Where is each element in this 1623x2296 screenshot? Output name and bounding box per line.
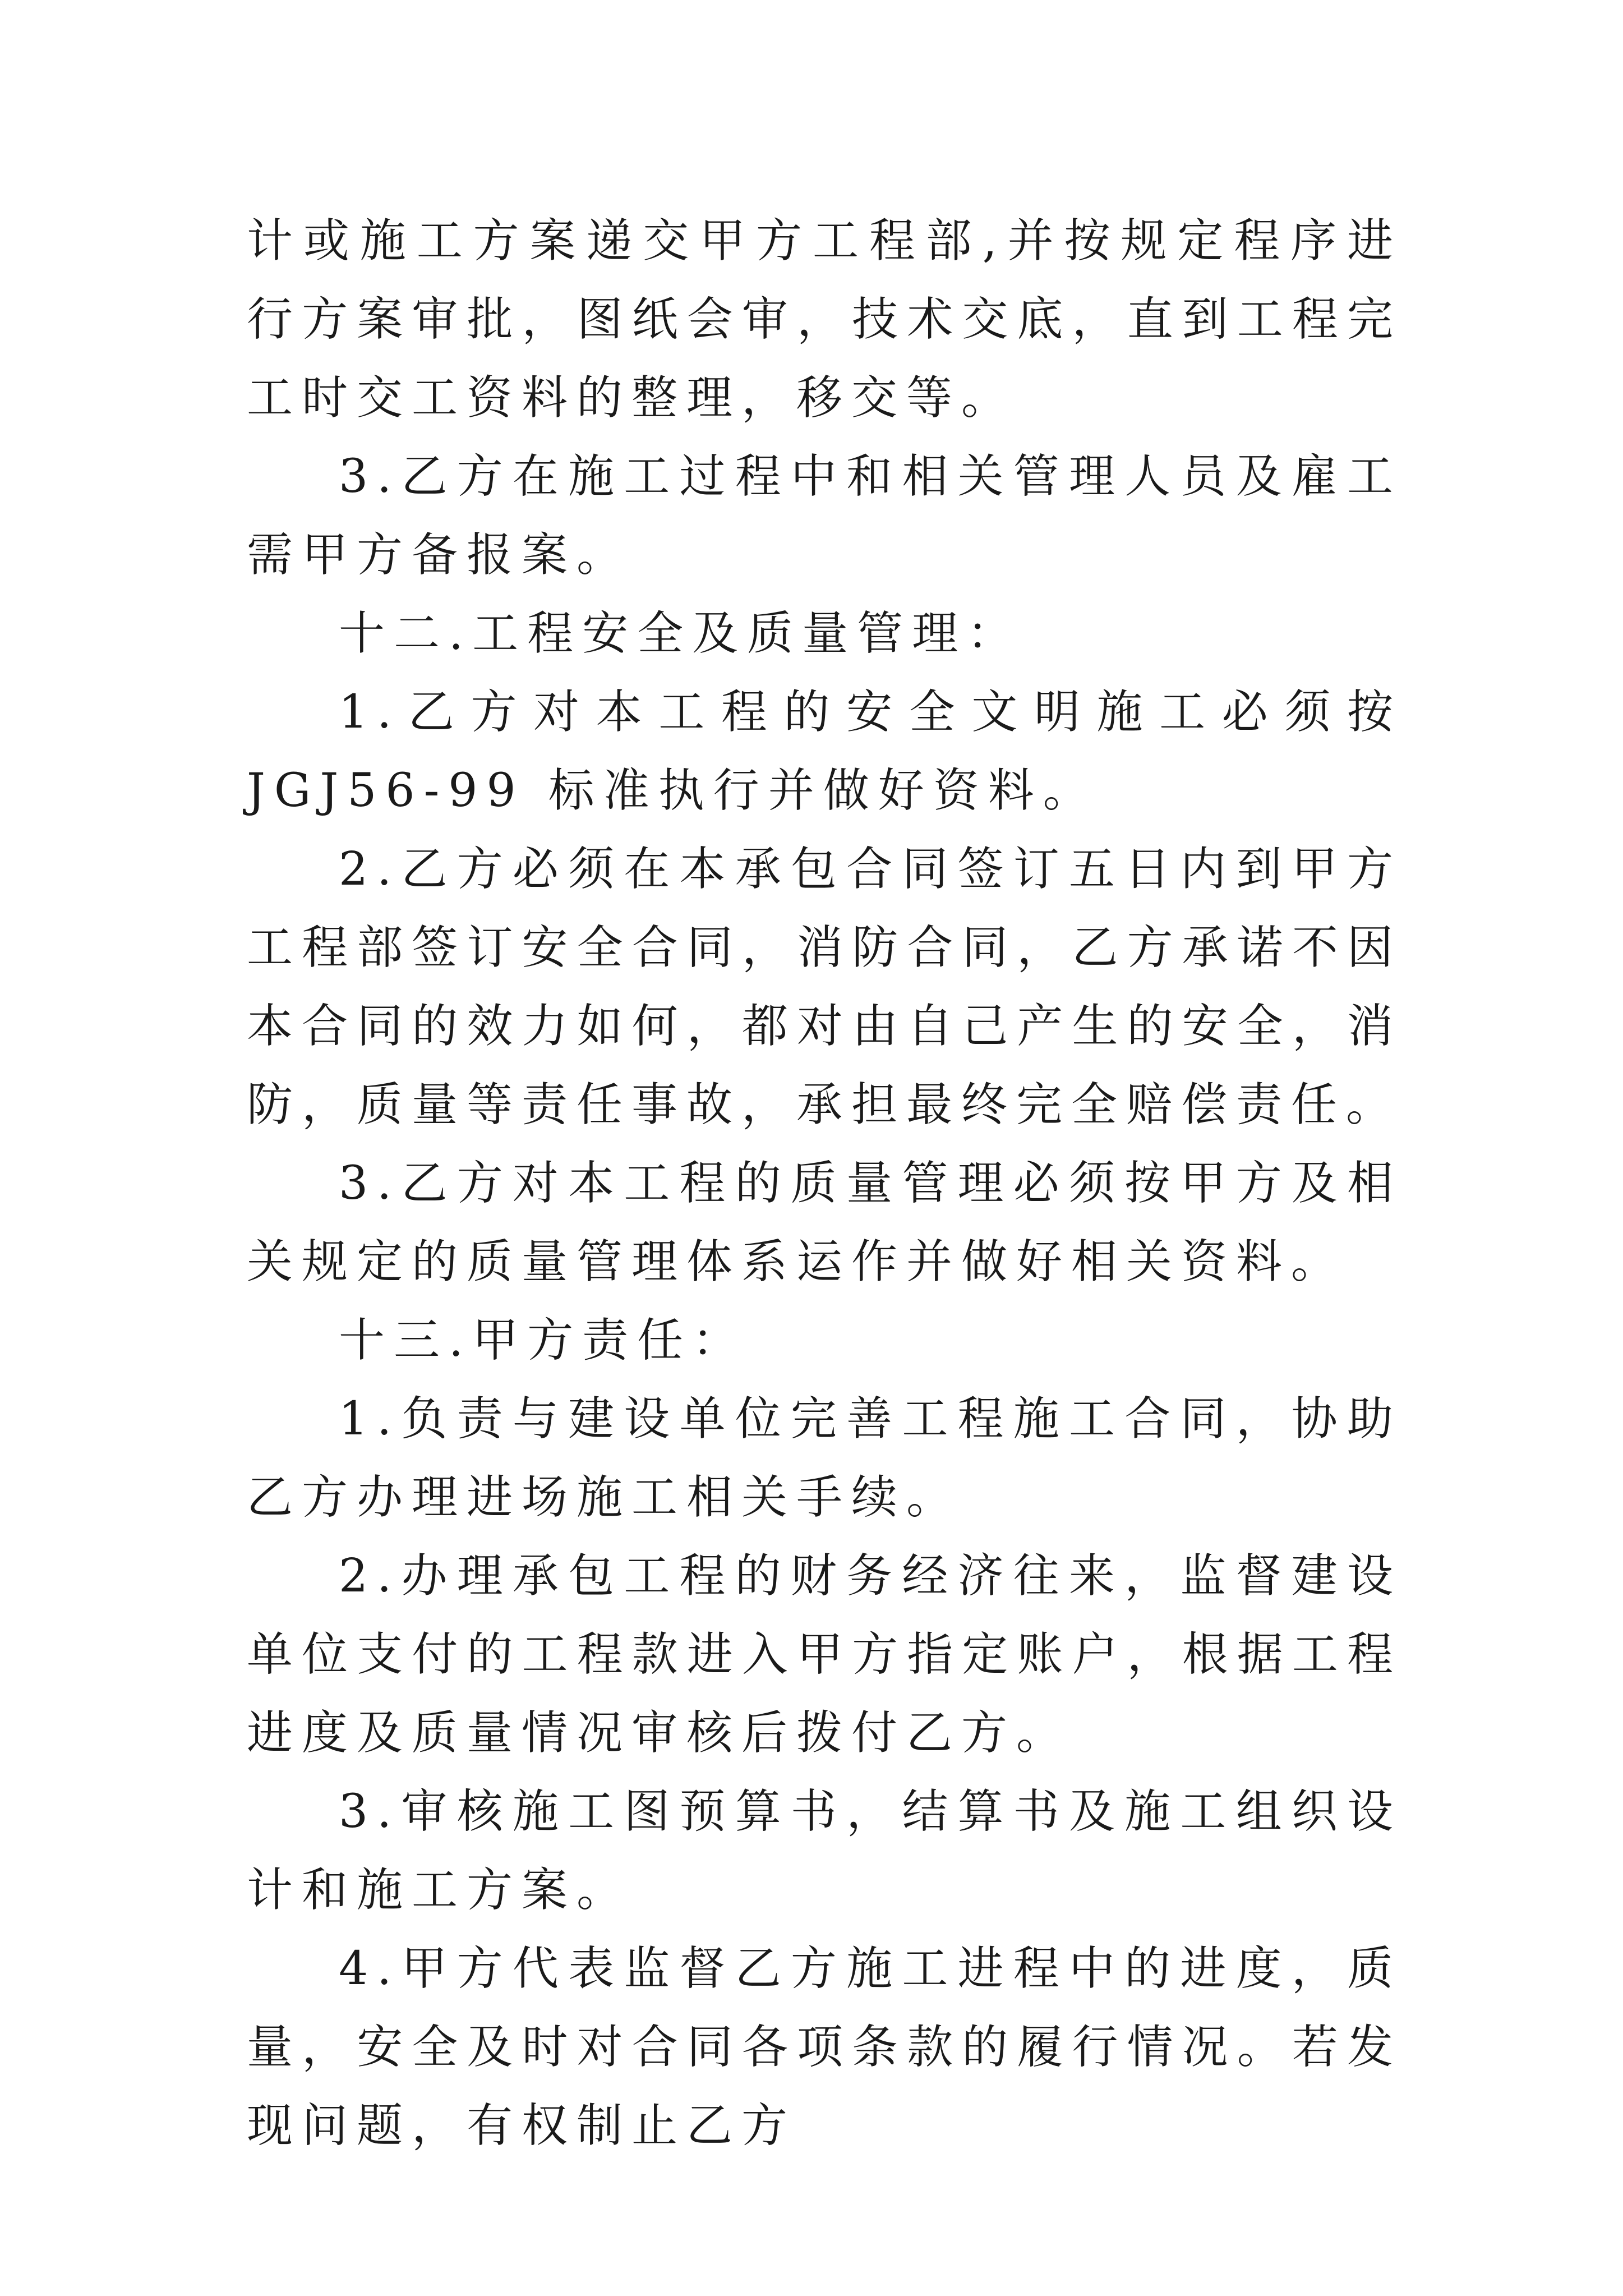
paragraph-clause-13-1: 1.负责与建设单位完善工程施工合同，协助乙方办理进场施工相关手续。 <box>247 1392 1402 1524</box>
section-heading-12: 十二.工程安全及质量管理： <box>339 607 1022 660</box>
paragraph-clause-12-2: 2.乙方必须在本承包合同签订五日内到甲方工程部签订安全合同，消防合同，乙方承诺不因本合同的效力如何，都对由自己产生的安全，消防，质量等责任事故，承担最终完全赔偿责任。 <box>247 843 1402 1131</box>
paragraph-clause-12-3: 3.乙方对本工程的质量管理必须按甲方及相关规定的质量管理体系运作并做好相关资料。 <box>247 1157 1402 1289</box>
paragraph-clause-13-2: 2.办理承包工程的财务经济往来，监督建设单位支付的工程款进入甲方指定账户，根据工程进度及质量情况审核后拨付乙方。 <box>247 1549 1402 1760</box>
document-body <box>247 202 1402 2165</box>
section-heading-13: 十三.甲方责任： <box>339 1314 748 1367</box>
paragraph-clause-13-3: 3.审核施工图预算书，结算书及施工组织设计和施工方案。 <box>247 1785 1402 1917</box>
paragraph-clause-12-1: 1.乙方对本工程的安全文明施工必须按 JGJ56-99 标准执行并做好资料。 <box>247 685 1402 817</box>
paragraph-continuation: 计或施工方案递交甲方工程部,并按规定程序进行方案审批，图纸会审，技术交底，直到工程完工时交工资料的整理，移交等。 <box>247 214 1402 425</box>
paragraph-clause-11-3: 3.乙方在施工过程中和相关管理人员及雇工需甲方备报案。 <box>247 450 1402 582</box>
paragraph-clause-13-4: 4.甲方代表监督乙方施工进程中的进度，质量，安全及时对合同各项条款的履行情况。若发现问题，有权制止乙方 <box>247 1942 1402 2152</box>
